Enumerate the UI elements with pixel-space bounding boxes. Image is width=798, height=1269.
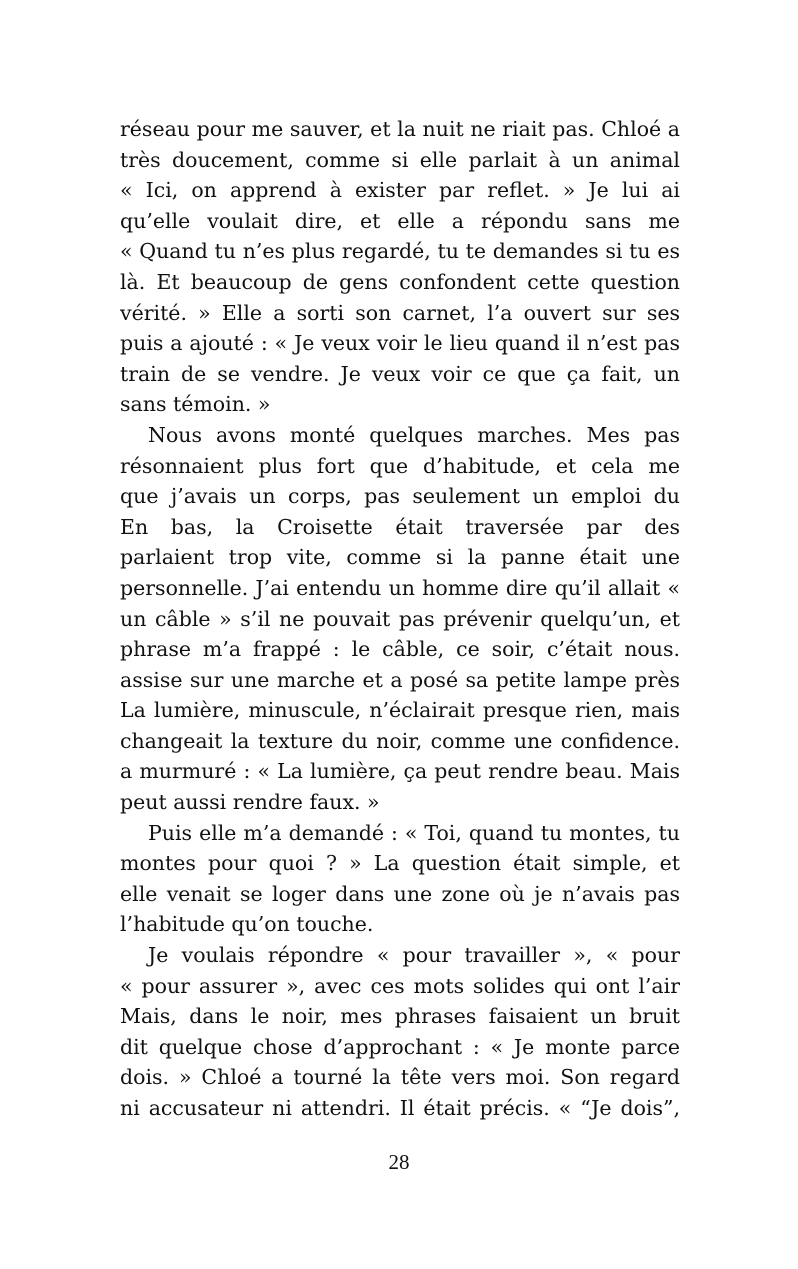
text-line: phrase m’a frappé : le câble, ce soir, c’était nous. xyxy=(120,637,680,662)
text-line: résonnaient plus fort que d’habitude, et cela me xyxy=(120,453,680,478)
body-text xyxy=(120,114,680,1124)
text-line: « Ici, on apprend à exister par reflet. » Je lui ai xyxy=(120,178,680,203)
text-line: Mais, dans le noir, mes phrases faisaient un bruit xyxy=(120,1004,680,1029)
text-line: sans témoin. » xyxy=(120,392,271,417)
text-line: assise sur une marche et a posé sa petite lampe près xyxy=(120,667,680,692)
text-line: ni accusateur ni attendri. Il était précis. « “Je dois”, xyxy=(120,1096,680,1120)
text-line: a murmuré : « La lumière, ça peut rendre beau. Mais xyxy=(120,759,680,784)
text-line: là. Et beaucoup de gens confondent cette question xyxy=(120,269,680,294)
text-line: peut aussi rendre faux. » xyxy=(120,790,380,815)
text-line: En bas, la Croisette était traversée par des xyxy=(120,514,680,539)
text-line: train de se vendre. Je veux voir ce que ça fait, un xyxy=(120,361,680,386)
text-line: l’habitude qu’on touche. xyxy=(120,912,374,937)
text-line: puis a ajouté : « Je veux voir le lieu quand il n’est pas xyxy=(120,331,680,356)
text-line: « pour assurer », avec ces mots solides qui ont l’air xyxy=(120,973,680,998)
text-line: elle venait se loger dans une zone où je n’avais pas xyxy=(120,881,680,906)
text-line: vérité. » Elle a sorti son carnet, l’a ouvert sur ses xyxy=(120,300,680,325)
text-line: que j’avais un corps, pas seulement un emploi du xyxy=(120,484,680,509)
text-line: Je voulais répondre « pour travailler », « pour xyxy=(148,943,680,968)
page-number: 28 xyxy=(388,1150,410,1174)
text-line: dit quelque chose d’approchant : « Je monte parce xyxy=(120,1034,680,1059)
text-line: « Quand tu n’es plus regardé, tu te demandes si tu es xyxy=(120,239,680,264)
text-line: La lumière, minuscule, n’éclairait presque rien, mais xyxy=(120,698,680,723)
text-line: réseau pour me sauver, et la nuit ne riait pas. Chloé a xyxy=(120,117,680,141)
text-line: qu’elle voulait dire, et elle a répondu sans me xyxy=(120,208,680,233)
text-line: changeait la texture du noir, comme une confidence. xyxy=(120,728,680,753)
text-line: Puis elle m’a demandé : « Toi, quand tu montes, tu xyxy=(148,820,680,845)
text-line: personnelle. J’ai entendu un homme dire qu’il allait « xyxy=(120,575,680,600)
text-line: très doucement, comme si elle parlait à un animal xyxy=(120,147,680,172)
text-line: montes pour quoi ? » La question était simple, et xyxy=(120,851,680,876)
text-line: un câble » s’il ne pouvait pas prévenir quelqu’un, et xyxy=(120,606,680,631)
text-line: parlaient trop vite, comme si la panne était une xyxy=(120,545,680,570)
text-line: Nous avons monté quelques marches. Mes pas xyxy=(148,422,680,447)
text-line: dois. » Chloé a tourné la tête vers moi. Son regard xyxy=(120,1065,680,1090)
